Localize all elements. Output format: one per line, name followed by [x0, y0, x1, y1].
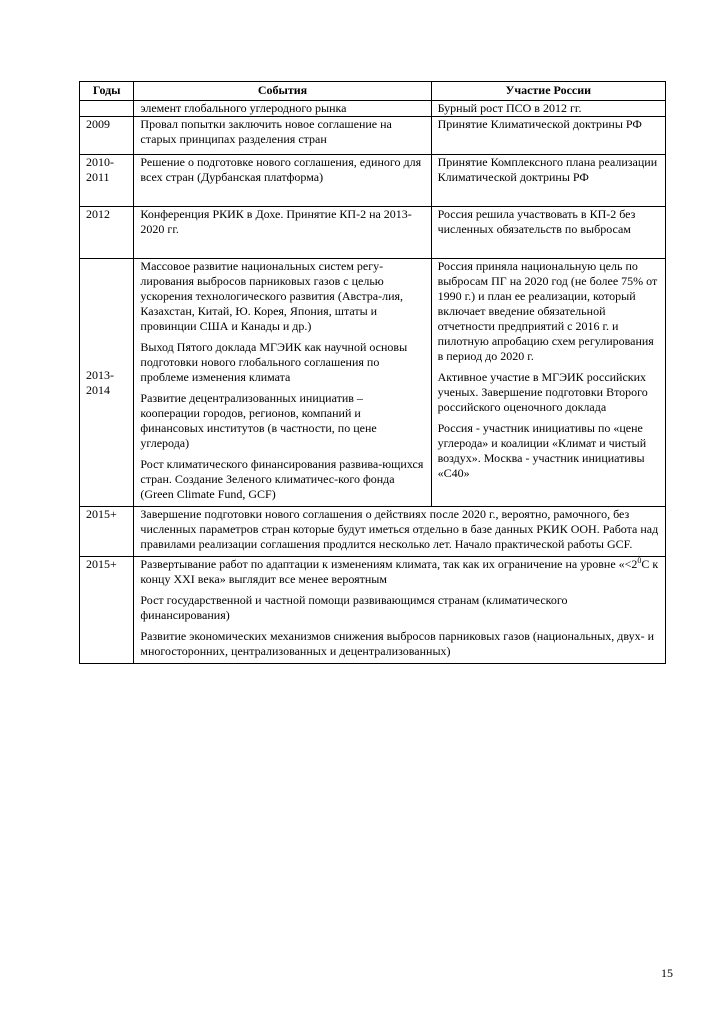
year-cell: 2015+: [80, 557, 134, 664]
table-row: [80, 259, 666, 507]
event-text: Рост климатического финансирования развива-ющихся стран. Создание Зеленого климатичес-кого фонда (Green Climate Fund, GCF): [140, 457, 424, 501]
year-cell: 2010-2011: [80, 155, 134, 207]
header-russia: Участие России: [431, 82, 665, 101]
event-text: Решение о подготовке нового соглашения, единого для всех стран (Дурбанская платформа): [140, 155, 422, 184]
merged-cell: [134, 557, 666, 664]
table-header-row: [80, 82, 666, 101]
header-events: События: [134, 82, 431, 101]
event-text: Массовое развитие национальных систем регу-лирования выбросов парниковых газов с целью ускорения технологического развития (Австра-лия, Казахстан, Китай, Ю. Корея, Япония, штаты и провинции США и Канады и др.): [140, 259, 404, 333]
events-cell: [134, 207, 431, 259]
events-table: [79, 81, 666, 664]
year-cell: 2009: [80, 117, 134, 155]
merged-text: Развитие экономических механизмов снижения выбросов парниковых газов (национальных, двух- и многосторонних, централизованных и децентрализованных): [140, 629, 655, 658]
merged-text: Завершение подготовки нового соглашения о действиях после 2020 г., вероятно, рамочного, без численных параметров стран которые будут иметься отдельно в базе данных РКИК ООН. Работа над правилами реализации соглашения продлится несколько лет. Начало практической работы GCF.: [140, 507, 659, 551]
russia-cell: [431, 117, 665, 155]
russia-cell: Бурный рост ПСО в 2012 гг.: [431, 101, 665, 117]
events-cell: [134, 117, 431, 155]
table-row: [80, 117, 666, 155]
merged-text: Развертывание работ по адаптации к изменениям климата, так как их ограничение на уровне «$<2^0С$ к концу XXI века» выглядит все менее вероятным: [140, 556, 659, 586]
table-row: [80, 557, 666, 664]
event-text: Выход Пятого доклада МГЭИК как научной основы подготовки нового глобального соглашения по проблеме изменения климата: [140, 340, 408, 384]
russia-text: Россия приняла национальную цель по выбросам ПГ на 2020 год (не более 75% от 1990 г.) и план ее реализации, который включает введение обязательной отчетности предприятий с 2016 г. и пилотную апробацию схем регулирования в период до 2020 г.: [437, 259, 658, 363]
year-cell: 2015+: [80, 507, 134, 557]
table-row-continuation: [80, 101, 666, 117]
event-text: Провал попытки заключить новое соглашение на старых принципах разделения стран: [140, 117, 392, 146]
table-row: [80, 507, 666, 557]
table-row: [80, 155, 666, 207]
russia-text: Россия решила участвовать в КП-2 без численных обязательств по выбросам: [437, 207, 636, 236]
year-cell: [80, 101, 134, 117]
russia-cell: [431, 259, 665, 507]
header-years: Годы: [80, 82, 134, 101]
russia-text: Россия - участник инициативы по «цене углерода» и коалиции «Климат и чистый воздух». Москва - участник инициативы «С40»: [437, 421, 647, 480]
event-text: Развитие децентрализованных инициатив – кооперации городов, регионов, компаний и финансовых институтов (в частности, по цене углерода): [140, 391, 377, 450]
event-text: Конференция РКИК в Дохе. Принятие КП-2 на 2013-2020 гг.: [140, 207, 412, 236]
russia-text: Принятие Комплексного плана реализации Климатической доктрины РФ: [437, 155, 658, 184]
events-cell: [134, 259, 431, 507]
year-cell: 2012: [80, 207, 134, 259]
superscript-zero: 0: [637, 556, 642, 565]
russia-cell: [431, 207, 665, 259]
year-cell: 2013-2014: [80, 259, 134, 507]
russia-text: Активное участие в МГЭИК российских ученых. Завершение подготовки Второго российского оценочного доклада: [437, 370, 648, 414]
russia-cell: [431, 155, 665, 207]
table-row: [80, 207, 666, 259]
merged-cell: [134, 507, 666, 557]
events-cell: элемент глобального углеродного рынка: [134, 101, 431, 117]
merged-text: Рост государственной и частной помощи развивающимся странам (климатического финансирования): [140, 593, 568, 622]
page-number: 15: [661, 966, 673, 980]
events-cell: [134, 155, 431, 207]
russia-text: Принятие Климатической доктрины РФ: [437, 117, 642, 131]
